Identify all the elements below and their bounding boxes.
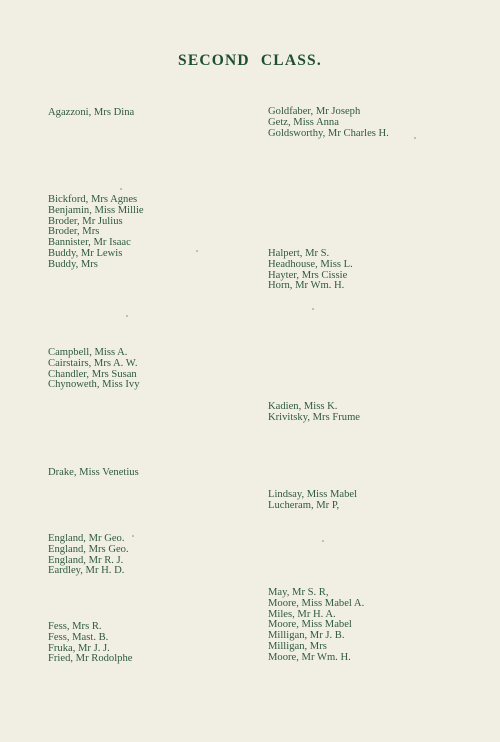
passenger-name: Headhouse, Miss L. — [268, 258, 353, 270]
passenger-name: Campbell, Miss A. — [48, 347, 128, 358]
passenger-name: Kadien, Miss K. — [268, 401, 338, 412]
passenger-name: Krivitsky, Mrs Frume — [268, 411, 361, 423]
passenger-name: Benjamin, Miss Millie — [48, 204, 144, 216]
passenger-name: Lucheram, Mr P, — [268, 499, 340, 511]
passenger-name: Chandler, Mrs Susan — [48, 368, 137, 380]
passenger-name: Moore, Miss Mabel — [268, 619, 352, 631]
paper-speck — [312, 308, 314, 310]
passenger-name: May, Mr S. R, — [268, 587, 329, 598]
right-group-m — [268, 588, 364, 664]
passenger-name: Goldsworthy, Mr Charles H. — [268, 127, 389, 139]
paper-speck — [132, 535, 134, 537]
passenger-name: Halpert, Mr S. — [268, 248, 330, 259]
passenger-name: Goldfaber, Mr Joseph — [268, 106, 361, 117]
passenger-name: Milligan, Mr J. B. — [268, 630, 345, 642]
left-group-b — [48, 195, 144, 271]
passenger-name: Lindsay, Miss Mabel — [268, 489, 358, 500]
passenger-name: Fess, Mast. B. — [48, 631, 109, 643]
right-group-l — [268, 490, 357, 512]
passenger-name: Cairstairs, Mrs A. W. — [48, 357, 138, 369]
passenger-name: Moore, Miss Mabel A. — [268, 597, 365, 609]
paper-speck — [126, 315, 128, 317]
left-group-a — [48, 108, 134, 119]
passenger-name: Milligan, Mrs — [268, 640, 327, 652]
passenger-name: England, Mr Geo. — [48, 533, 125, 544]
left-group-d — [48, 468, 139, 479]
right-group-k — [268, 402, 360, 424]
paper-speck — [322, 540, 324, 542]
passenger-name: England, Mrs Geo. — [48, 543, 129, 555]
left-group-e — [48, 534, 129, 577]
passenger-name: Buddy, Mr Lewis — [48, 247, 123, 259]
paper-speck — [196, 250, 198, 252]
page-title: SECOND CLASS. — [178, 52, 322, 69]
passenger-name: Eardley, Mr H. D. — [48, 565, 125, 577]
passenger-name: Hayter, Mrs Cissie — [268, 269, 348, 281]
passenger-name: Bickford, Mrs Agnes — [48, 194, 138, 205]
left-group-f — [48, 622, 132, 665]
passenger-name: Moore, Mr Wm. H. — [268, 651, 351, 663]
passenger-name: Getz, Miss Anna — [268, 116, 339, 128]
passenger-name: Broder, Mr Julius — [48, 215, 123, 227]
passenger-name: Bannister, Mr Isaac — [48, 237, 131, 249]
passenger-name: Miles, Mr H. A. — [268, 608, 336, 620]
passenger-name: Buddy, Mrs — [48, 258, 98, 270]
paper-speck — [120, 188, 122, 190]
passenger-name: Broder, Mrs — [48, 226, 100, 238]
passenger-name: Chynoweth, Miss Ivy — [48, 379, 140, 391]
left-group-c — [48, 348, 140, 391]
passenger-name: Agazzoni, Mrs Dina — [48, 107, 135, 118]
paper-speck — [414, 137, 416, 139]
passenger-name: Fruka, Mr J. J. — [48, 642, 110, 654]
passenger-name: Fess, Mrs R. — [48, 621, 102, 632]
right-group-g — [268, 107, 389, 139]
passenger-name: Drake, Miss Venetius — [48, 467, 139, 478]
right-group-h — [268, 249, 353, 292]
passenger-name: England, Mr R. J. — [48, 554, 124, 566]
passenger-name: Horn, Mr Wm. H. — [268, 280, 345, 292]
passenger-name: Fried, Mr Rodolphe — [48, 653, 133, 665]
